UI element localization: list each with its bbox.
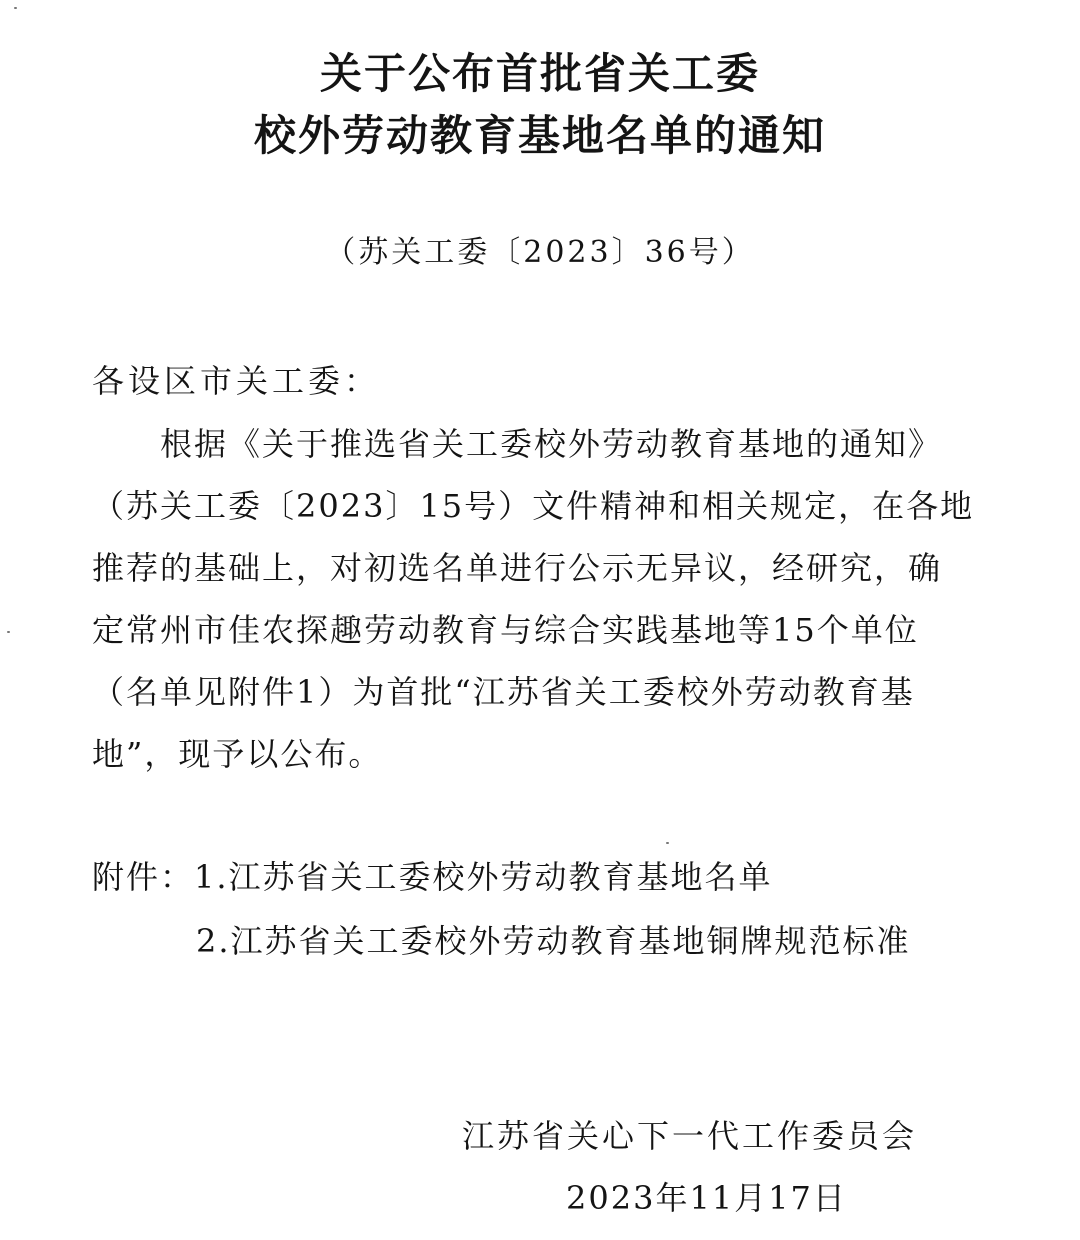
body-line-2: （苏关工委〔2023〕15号）文件精神和相关规定，在各地 xyxy=(92,487,975,525)
body-line-4: 定常州市佳农探趣劳动教育与综合实践基地等15个单位 xyxy=(92,611,919,649)
scan-speck xyxy=(666,842,669,844)
document-title-line-2: 校外劳动教育基地名单的通知 xyxy=(253,111,826,160)
body-line-5: （名单见附件1）为首批“江苏省关工委校外劳动教育基 xyxy=(92,673,915,711)
body-line-3: 推荐的基础上，对初选名单进行公示无异议，经研究，确 xyxy=(92,549,943,587)
body-line-6: 地”，现予以公布。 xyxy=(92,735,383,773)
salutation: 各设区市关工委： xyxy=(92,362,381,400)
scan-speck xyxy=(7,631,10,633)
attachment-2: 2.江苏省关工委校外劳动教育基地铜牌规范标准 xyxy=(196,922,911,960)
scan-speck xyxy=(14,7,17,9)
attachment-item-1: 1.江苏省关工委校外劳动教育基地名单 xyxy=(194,858,773,896)
body-line-1: 根据《关于推选省关工委校外劳动教育基地的通知》 xyxy=(160,425,943,463)
signature-date: 2023年11月17日 xyxy=(566,1179,847,1217)
document-title-line-1: 关于公布首批省关工委 xyxy=(319,49,760,98)
signature-organization: 江苏省关心下一代工作委员会 xyxy=(462,1117,918,1155)
attachment-1 xyxy=(92,858,773,896)
attachment-label: 附件： xyxy=(92,858,195,896)
document-number: （苏关工委〔2023〕36号） xyxy=(325,235,755,270)
